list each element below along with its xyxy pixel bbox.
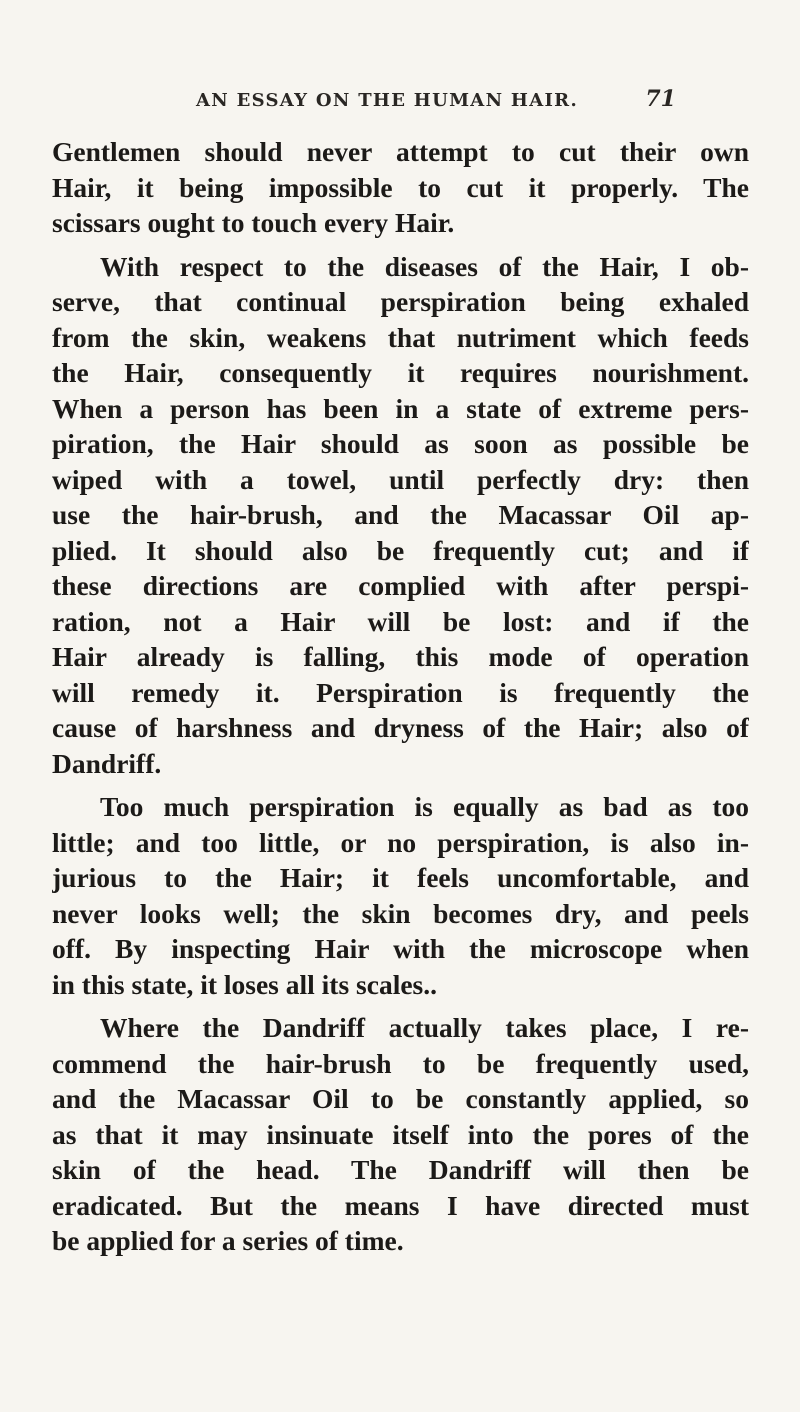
text-line: eradicated. But the means I have directed must <box>52 1189 749 1221</box>
text-line: be applied for a series of time. <box>52 1225 404 1256</box>
paragraph-diseases <box>52 249 749 782</box>
paragraph-too-much-perspiration <box>52 789 749 1002</box>
text-line: When a person has been in a state of extreme pers- <box>52 392 749 424</box>
text-line: in this state, it loses all its scales.. <box>52 968 437 1000</box>
text-line: and the Macassar Oil to be constantly applied, so <box>52 1083 749 1114</box>
text-line: skin of the head. The Dandriff will then be <box>52 1154 749 1185</box>
text-line: Hair already is falling, this mode of operation <box>52 641 749 672</box>
paragraph-gap <box>52 781 749 789</box>
running-head <box>196 86 676 112</box>
body-text <box>52 134 749 1259</box>
paragraph-gap <box>52 1002 749 1010</box>
paragraph-scissors <box>52 134 749 241</box>
paragraph-dandriff <box>52 1010 749 1259</box>
text-line: little; and too little, or no perspiration, is also in- <box>52 826 749 858</box>
text-line: never looks well; the skin becomes dry, and peels <box>52 897 749 929</box>
text-line: jurious to the Hair; it feels uncomfortable, and <box>52 862 749 893</box>
text-line: cause of harshness and dryness of the Hair; also of <box>52 712 749 743</box>
text-line: use the hair-brush, and the Macassar Oil ap- <box>52 499 749 530</box>
text-line: Where the Dandriff actually takes place, I re- <box>100 1012 749 1043</box>
text-line: these directions are complied with after perspi- <box>52 570 749 601</box>
text-line: scissars ought to touch every Hair. <box>52 207 455 238</box>
text-line: Too much perspiration is equally as bad as too <box>100 791 749 822</box>
text-line: With respect to the diseases of the Hair, I ob- <box>100 250 749 282</box>
text-line: wiped with a towel, until perfectly dry: then <box>52 463 749 495</box>
text-line: the Hair, consequently it requires nourishment. <box>52 357 749 388</box>
text-line: serve, that continual perspiration being exhaled <box>52 286 749 317</box>
text-line: Dandriff. <box>52 747 162 779</box>
text-line: piration, the Hair should as soon as possible be <box>52 428 749 459</box>
text-line: plied. It should also be frequently cut; and if <box>52 534 749 566</box>
text-line: from the skin, weakens that nutriment which feeds <box>52 321 749 353</box>
text-line: Gentlemen should never attempt to cut their own <box>52 136 749 167</box>
text-line: ration, not a Hair will be lost: and if the <box>52 605 749 637</box>
text-line: will remedy it. Perspiration is frequently the <box>52 676 749 708</box>
page-number: 71 <box>645 86 676 112</box>
text-line: as that it may insinuate itself into the pores of the <box>52 1118 749 1150</box>
running-title: AN ESSAY ON THE HUMAN HAIR. <box>196 90 579 111</box>
text-line: off. By inspecting Hair with the microscope when <box>52 933 749 964</box>
text-line: Hair, it being impossible to cut it properly. The <box>52 171 749 203</box>
text-line: commend the hair-brush to be frequently used, <box>52 1047 749 1079</box>
paragraph-gap <box>52 241 749 249</box>
